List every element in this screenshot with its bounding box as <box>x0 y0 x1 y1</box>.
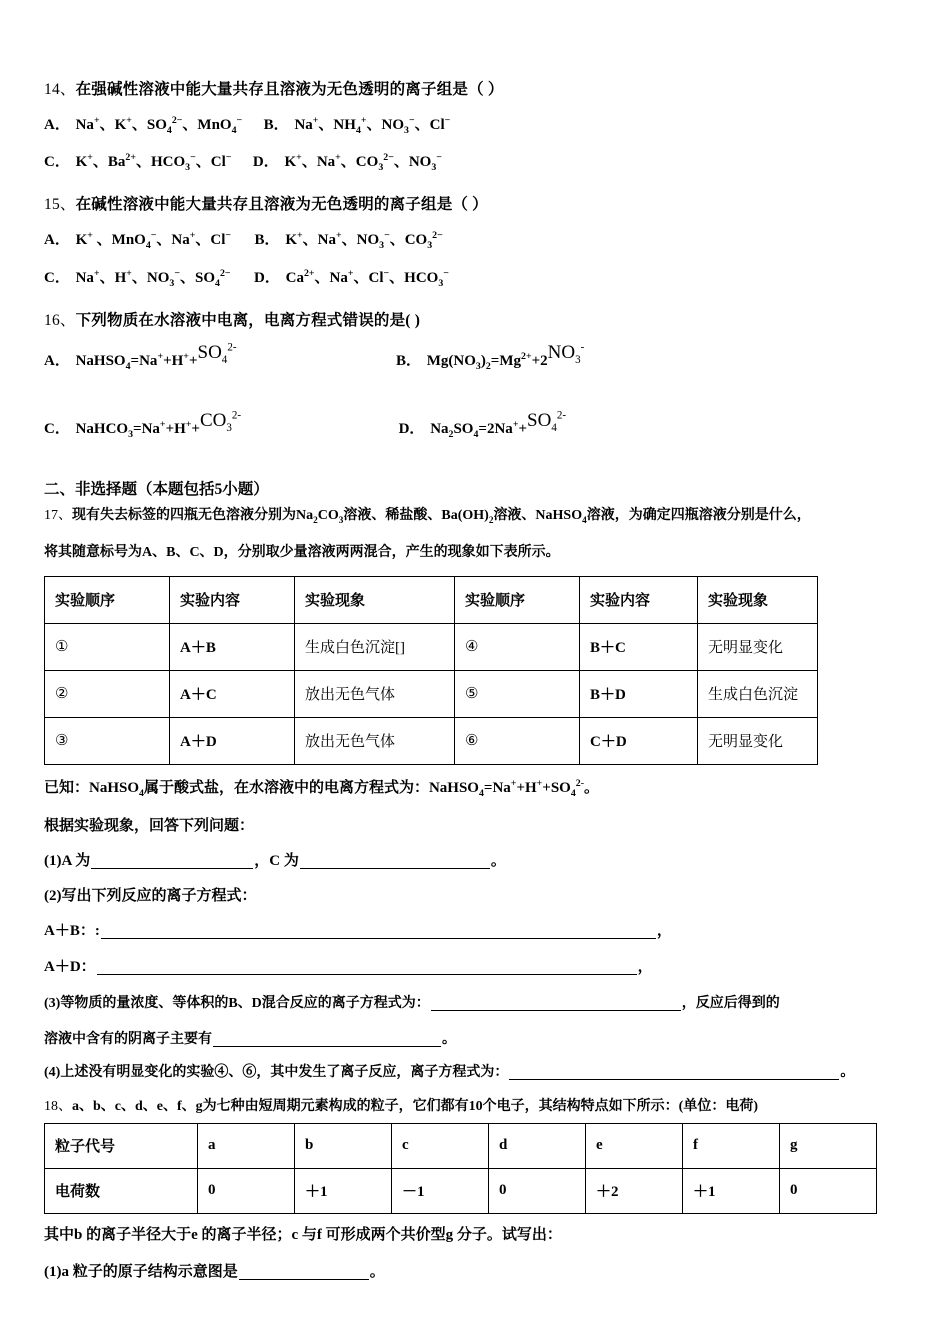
sub3-middle: ，反应后得到的 <box>681 995 780 1011</box>
table-row <box>45 670 818 717</box>
cell-order-1: ① <box>45 623 170 670</box>
option-d-label[interactable]: D． <box>254 269 280 286</box>
option-c-text[interactable]: K+、$Ba^{2+}$、$HCO_3^-$、Cl− <box>75 152 232 174</box>
question-14-option-row-cd <box>44 153 924 173</box>
cell-order-6: ⑥ <box>455 717 580 764</box>
question-17-ab-line <box>44 924 924 939</box>
experiment-results-table <box>44 576 818 765</box>
option-d-text[interactable]: $Na_2SO_4=2Na^++SO_4^{2-}$ <box>430 410 567 441</box>
question-16-stem <box>44 313 924 329</box>
option-a-label[interactable]: A． <box>44 116 70 133</box>
cell-order-5: ⑤ <box>455 670 580 717</box>
question-16-number: 16、 <box>44 311 76 329</box>
option-c-text[interactable]: Na+、H+、$NO_3^-$、$SO_4^{2-}$ <box>75 267 231 289</box>
question-17-sub3-line1 <box>44 996 924 1011</box>
page-content <box>44 82 924 1280</box>
cell-order-2: ② <box>45 670 170 717</box>
header-cell-3: 实验顺序 <box>455 576 580 623</box>
charge-f: ＋1 <box>683 1168 780 1213</box>
answer-blank-ad[interactable] <box>97 960 637 975</box>
question-17-known-line: 已知：NaHSO$_4$属于酸式盐，在水溶液中的电离方程式为：$NaHSO_4=Na^++H^++SO_4^{2-}$。 <box>44 777 600 799</box>
option-c-label[interactable]: C． <box>44 269 70 286</box>
question-16-option-row-ab <box>44 342 924 384</box>
cell-content-2: A＋C <box>170 670 295 717</box>
question-16-text: 下列物质在水溶液中电离，电离方程式错误的是( ) <box>75 311 421 329</box>
table-row <box>45 1168 877 1213</box>
question-17-stem-text: 现有失去标签的四瓶无色溶液分别为$Na_2CO_3$溶液、稀盐酸、$Ba(OH)_2$溶液、NaHSO$_4$溶液，为确定四瓶溶液分别是什么， <box>72 507 811 525</box>
option-d-label[interactable]: D． <box>398 421 425 438</box>
question-15-option-row-cd <box>44 269 924 289</box>
table-row <box>45 717 818 764</box>
header-cell-5: 实验现象 <box>698 576 818 623</box>
cell-content-4: B＋C <box>580 623 698 670</box>
question-15-number: 15、 <box>44 196 76 214</box>
header-cell-4: 实验内容 <box>580 576 698 623</box>
cell-phenomenon-4: 无明显变化 <box>698 623 818 670</box>
question-14-text: 在强碱性溶液中能大量共存且溶液为无色透明的离子组是（ ） <box>75 81 504 98</box>
cell-content-6: C＋D <box>580 717 698 764</box>
option-c-label[interactable]: C． <box>44 421 70 438</box>
option-b-label[interactable]: B． <box>396 353 422 370</box>
question-17-ad-line <box>44 960 924 975</box>
option-b-label[interactable]: B． <box>254 231 280 248</box>
question-17-number: 17、 <box>44 507 72 523</box>
ab-end: ， <box>656 922 672 939</box>
cell-order-4: ④ <box>455 623 580 670</box>
charge-a: 0 <box>198 1168 295 1213</box>
table-row <box>45 623 818 670</box>
option-a-text[interactable]: $NaHSO_4=Na^++H^++SO_4^{2-}$ <box>75 342 237 373</box>
question-17-stem-line1 <box>44 509 924 525</box>
question-18-stem <box>44 1100 924 1114</box>
charge-c: －1 <box>392 1168 489 1213</box>
particle-code-e: e <box>586 1123 683 1168</box>
option-b-text[interactable]: K+、Na+、$NO_3^-$、$CO_3^{2-}$ <box>285 229 443 251</box>
question-15-stem <box>44 197 924 213</box>
question-18-note: 其中b 的离子半径大于e 的离子半径；c 与f 可形成两个共价型g 分子。试写出： <box>44 1226 562 1243</box>
charge-b: ＋1 <box>295 1168 392 1213</box>
sub1-prefix: (1)A 为 <box>44 852 91 869</box>
sub1-middle: ，C 为 <box>254 852 299 869</box>
table-row <box>45 1123 877 1168</box>
question-15-text: 在碱性溶液中能大量共存且溶液为无色透明的离子组是（ ） <box>75 196 488 214</box>
sub4-end: 。 <box>840 1064 855 1080</box>
option-d-text[interactable]: K+、Na+、$CO_3^{2-}$、$NO_3^-$ <box>284 152 442 174</box>
answer-blank-anions[interactable] <box>213 1032 441 1047</box>
question-17-sub4 <box>44 1065 924 1080</box>
header-cell-1: 实验内容 <box>170 576 295 623</box>
header-cell-2: 实验现象 <box>295 576 455 623</box>
answer-blank-ab[interactable] <box>101 924 656 939</box>
question-15-option-row-ab <box>44 231 924 251</box>
option-a-text[interactable]: Na+、K+、$SO_4^{2-}$、MnO$_4$− <box>75 114 243 136</box>
answer-blank-c[interactable] <box>300 854 490 869</box>
question-17-sub2: (2)写出下列反应的离子方程式： <box>44 887 257 904</box>
sub3-line2-prefix: 溶液中含有的阴离子主要有 <box>44 1031 212 1047</box>
particle-code-d: d <box>489 1123 586 1168</box>
cell-phenomenon-3: 放出无色气体 <box>295 717 455 764</box>
ab-label: A＋B：: <box>44 922 100 939</box>
q18-sub1-end: 。 <box>369 1263 385 1280</box>
option-b-text[interactable]: $Mg(NO_3)_2=Mg^{2+}+2NO_3^-$ <box>426 342 585 373</box>
particle-code-b: b <box>295 1123 392 1168</box>
q18-sub1-prefix: (1)a 粒子的原子结构示意图是 <box>44 1263 238 1280</box>
question-14-number: 14、 <box>44 81 76 98</box>
question-14-stem <box>44 82 924 98</box>
option-d-text[interactable]: $Ca^{2+}$、Na+、Cl−、$HCO_3^-$ <box>285 267 449 289</box>
option-d-label[interactable]: D． <box>252 154 279 171</box>
cell-phenomenon-1: 生成白色沉淀[] <box>295 623 455 670</box>
particle-code-c: c <box>392 1123 489 1168</box>
header-cell-0: 实验顺序 <box>45 576 170 623</box>
table-header-row <box>45 576 818 623</box>
question-18-number: 18、 <box>44 1098 72 1114</box>
particle-code-f: f <box>683 1123 780 1168</box>
option-b-text[interactable]: Na+、$NH_4^+$、$NO_3^-$、Cl− <box>294 114 451 136</box>
cell-order-3: ③ <box>45 717 170 764</box>
option-a-label[interactable]: A． <box>44 231 70 248</box>
cell-phenomenon-6: 无明显变化 <box>698 717 818 764</box>
cell-content-1: A＋B <box>170 623 295 670</box>
row-label-charge: 电荷数 <box>45 1168 198 1213</box>
cell-phenomenon-2: 放出无色气体 <box>295 670 455 717</box>
option-b-label[interactable]: B． <box>263 116 289 133</box>
row-label-particle-code: 粒子代号 <box>45 1123 198 1168</box>
charge-e: ＋2 <box>586 1168 683 1213</box>
cell-content-3: A＋D <box>170 717 295 764</box>
sub1-end: 。 <box>490 852 506 869</box>
question-18-stem-text: a、b、c、d、e、f、g为七种由短周期元素构成的粒子，它们都有10个电子，其结构特点如下所示：(单位：电荷) <box>72 1098 758 1114</box>
question-16-option-row-cd <box>44 410 924 452</box>
charge-d: 0 <box>489 1168 586 1213</box>
charge-g: 0 <box>780 1168 877 1213</box>
question-17-sub1 <box>44 854 924 869</box>
question-17-stem-line2: 将其随意标号为A、B、C、D，分别取少量溶液两两混合，产生的现象如下表所示。 <box>44 544 560 560</box>
option-a-label[interactable]: A． <box>44 353 70 370</box>
cell-phenomenon-5: 生成白色沉淀 <box>698 670 818 717</box>
option-c-text[interactable]: $NaHCO_3=Na^++H^++CO_3^{2-}$ <box>75 410 242 441</box>
question-17-sub3-line2 <box>44 1032 924 1047</box>
particle-code-g: g <box>780 1123 877 1168</box>
answer-blank-bd-equation[interactable] <box>431 996 681 1011</box>
option-c-label[interactable]: C． <box>44 154 70 171</box>
cell-content-5: B＋D <box>580 670 698 717</box>
particle-code-a: a <box>198 1123 295 1168</box>
question-17-ask-line: 根据实验现象，回答下列问题： <box>44 817 255 834</box>
section-2-heading: 二、非选择题（本题包括5小题） <box>44 481 269 499</box>
ad-label: A＋D： <box>44 958 96 975</box>
answer-blank-atom-structure[interactable] <box>239 1265 369 1280</box>
option-a-text[interactable]: K+ 、MnO$_4$−、Na+、Cl− <box>75 229 232 251</box>
sub3-line2-end: 。 <box>442 1031 456 1047</box>
answer-blank-ionic-equation[interactable] <box>509 1065 839 1080</box>
sub3-prefix: (3)等物质的量浓度、等体积的B、D混合反应的离子方程式为： <box>44 995 430 1011</box>
answer-blank-a[interactable] <box>91 854 253 869</box>
question-14-option-row-ab <box>44 116 924 136</box>
sub4-prefix: (4)上述没有明显变化的实验④、⑥，其中发生了离子反应，离子方程式为： <box>44 1064 509 1080</box>
particles-table <box>44 1123 877 1214</box>
ad-end: ， <box>637 958 653 975</box>
question-18-sub1 <box>44 1265 924 1280</box>
